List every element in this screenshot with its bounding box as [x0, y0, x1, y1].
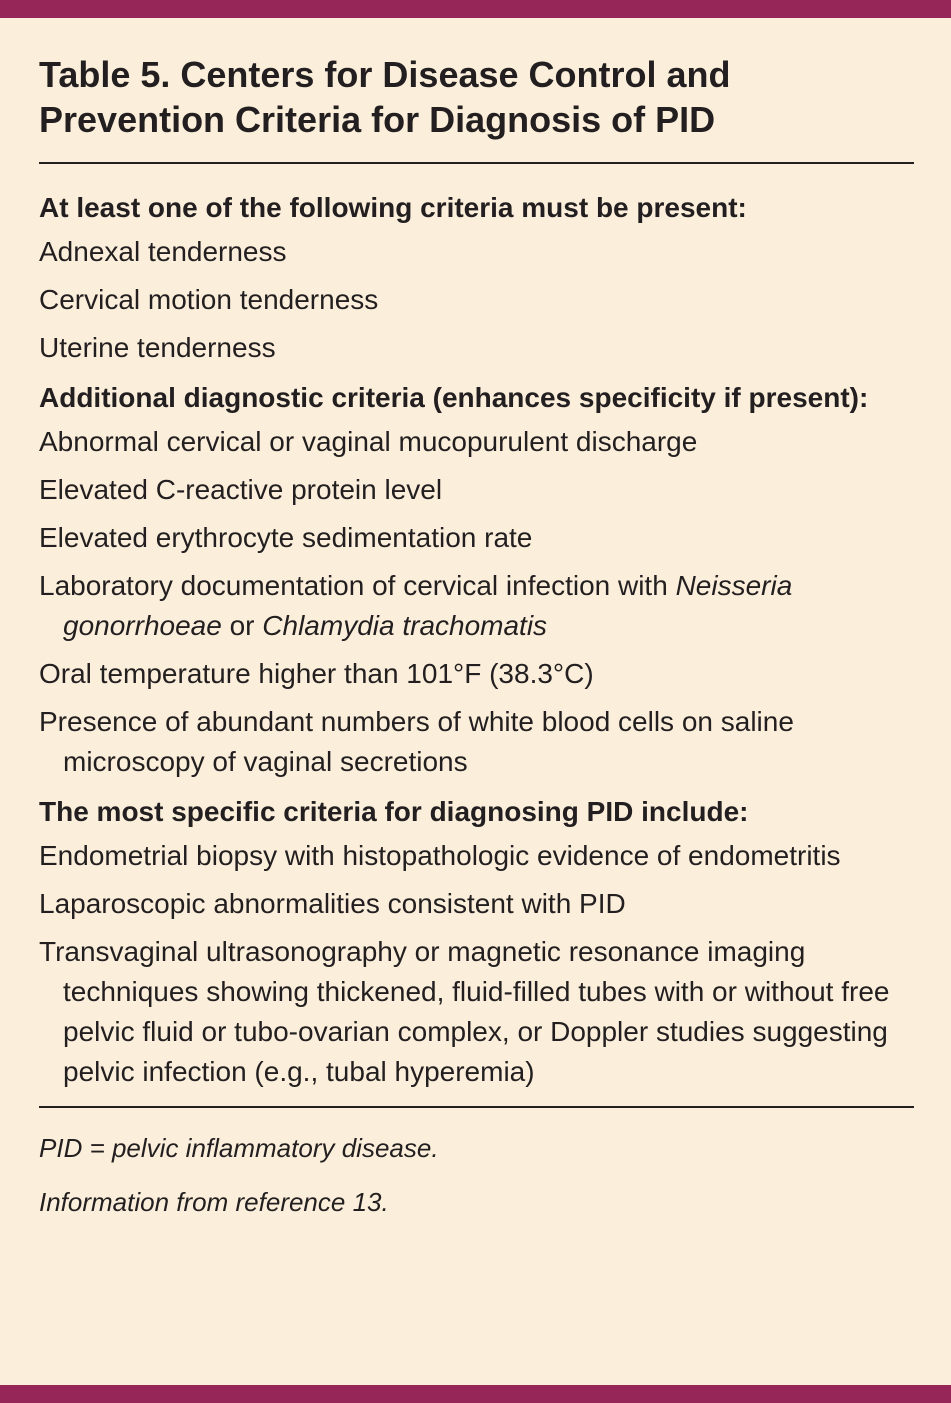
- list-item: Elevated C-reactive protein level: [39, 474, 443, 505]
- list-item: Cervical motion tenderness: [39, 284, 379, 315]
- table-panel: [39, 52, 914, 1220]
- bottom-accent-bar: [0, 1385, 951, 1403]
- list-item: Adnexal tenderness: [39, 236, 287, 267]
- list-item: Uterine tenderness: [39, 332, 276, 363]
- footnote-abbreviation: PID = pelvic inflammatory disease.: [39, 1133, 439, 1163]
- table-title: [39, 52, 914, 142]
- organism-neisseria: Neisseria gonorrhoeae: [63, 570, 793, 641]
- organism-chlamydia: Chlamydia trachomatis: [262, 610, 548, 641]
- lab-item-text: Laboratory documentation of cervical infection with: [39, 570, 676, 601]
- section-most-specific-criteria: [39, 792, 914, 1092]
- list-item-lab-documentation: [39, 566, 914, 646]
- list-item: Elevated erythrocyte sedimentation rate: [39, 522, 533, 553]
- list-item: Laparoscopic abnormalities consistent with PID: [39, 888, 626, 919]
- list-item: Transvaginal ultrasonography or magnetic resonance imaging techniques showing thickened, fluid-filled tubes with or without free pelvic fluid or tubo-ovarian complex, or Doppler studies suggesting pelvic infection (e.g., tubal hyperemia): [39, 936, 890, 1087]
- title-line-2: Prevention Criteria for Diagnosis of PID: [39, 99, 716, 140]
- footnote-source: Information from reference 13.: [39, 1187, 389, 1217]
- lab-item-conjunction: or: [221, 610, 263, 641]
- section-additional-criteria: [39, 378, 914, 782]
- section-heading: Additional diagnostic criteria (enhances specificity if present):: [39, 382, 869, 413]
- list-item: Endometrial biopsy with histopathologic evidence of endometritis: [39, 840, 841, 871]
- section-heading: At least one of the following criteria must be present:: [39, 192, 747, 223]
- footer-divider: [39, 1106, 914, 1108]
- top-accent-bar: [0, 0, 951, 18]
- section-heading: The most specific criteria for diagnosing PID include:: [39, 796, 749, 827]
- title-line-1: Table 5. Centers for Disease Control and: [39, 54, 731, 95]
- section-required-criteria: [39, 188, 914, 368]
- criteria-body: [39, 164, 914, 1092]
- list-item: Presence of abundant numbers of white blood cells on saline microscopy of vaginal secretions: [39, 706, 794, 777]
- list-item: Oral temperature higher than 101°F (38.3°C): [39, 658, 594, 689]
- list-item: Abnormal cervical or vaginal mucopurulent discharge: [39, 426, 698, 457]
